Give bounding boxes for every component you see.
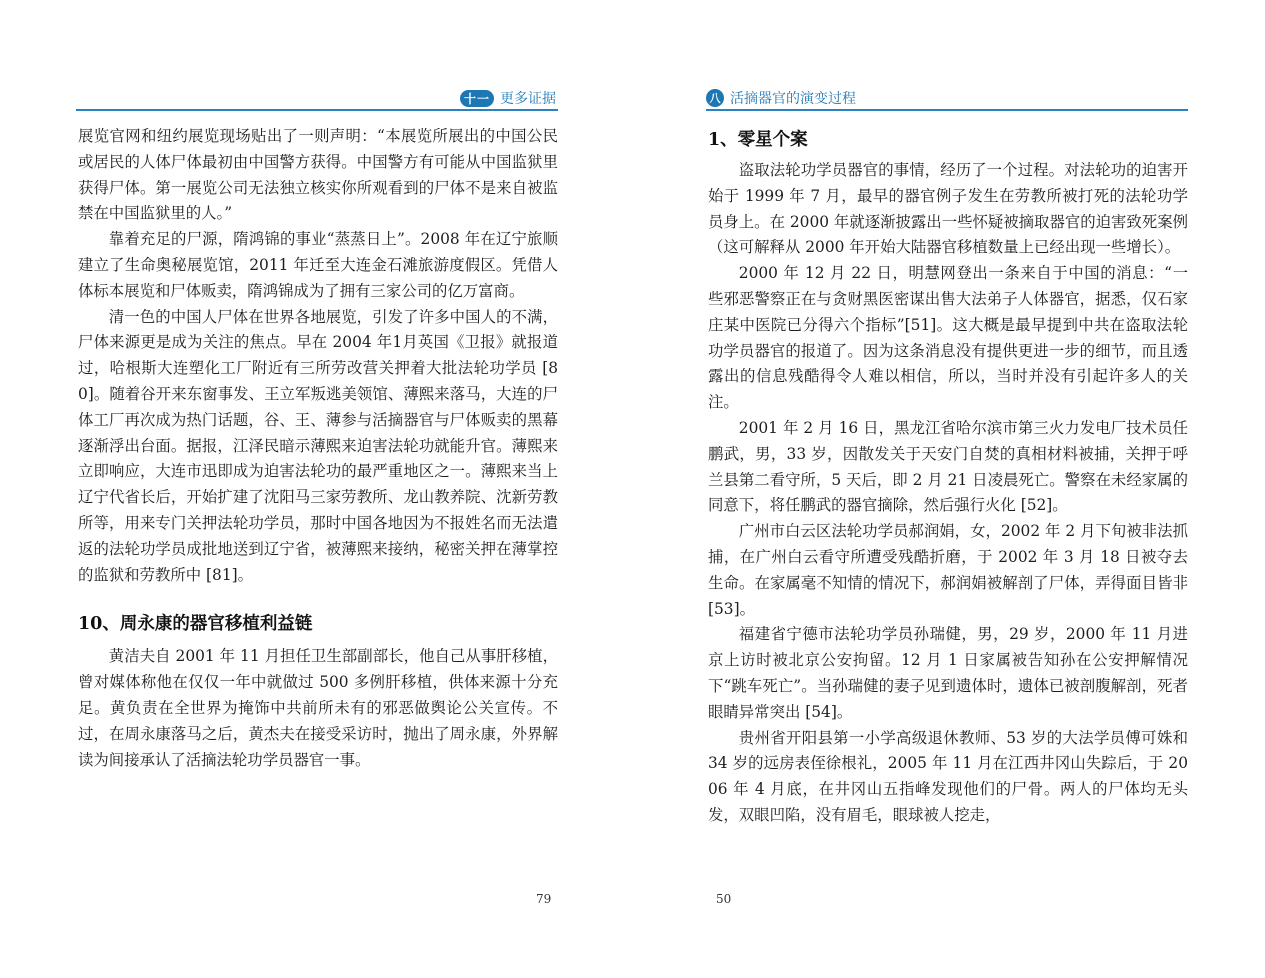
page-body [78, 124, 558, 773]
paragraph: 盗取法轮功学员器官的事情，经历了一个过程。对法轮功的迫害开始于 1999 年 7 月，最早的器官例子发生在劳教所被打死的法轮功学员身上。在 2000 年就逐渐披露出一些怀疑被摘取器官的迫害致死案例（这可解释从 2000 年开始大陆器官移植数量上已经出现一些增长）。 [708, 161, 1188, 257]
paragraph: 2001 年 2 月 16 日，黑龙江省哈尔滨市第三火力发电厂技术员任鹏武，男，33 岁，因散发关于天安门自焚的真相材料被捕，关押于呼兰县第二看守所，5 天后，即 2 月 21 日凌晨死亡。警察在未经家属的同意下，将任鹏武的器官摘除，然后强行火化 [52]。 [708, 418, 1188, 515]
left-page [0, 0, 632, 978]
paragraph: 福建省宁德市法轮功学员孙瑞健，男，29 岁，2000 年 11 月进京上访时被北京公安拘留。12 月 1 日家属被告知孙在公安押解情况下“跳车死亡”。当孙瑞健的妻子见到遗体时，遗体已被剖腹解剖，死者眼睛异常突出 [54]。 [708, 625, 1188, 721]
paragraph: 靠着充足的尸源，隋鸿锦的事业“蒸蒸日上”。2008 年在辽宁旅顺建立了生命奥秘展览馆，2011 年迁至大连金石滩旅游度假区。凭借人体标本展览和尸体贩卖，隋鸿锦成为了拥有三家公司的亿万富商。 [78, 230, 558, 300]
paragraph: 展览官网和纽约展览现场贴出了一则声明：“本展览所展出的中国公民或居民的人体尸体最初由中国警方获得。中国警方有可能从中国监狱里获得尸体。第一展览公司无法独立核实你所观看到的尸体不是来自被监禁在中国监狱里的人。” [78, 127, 558, 223]
chapter-title: 更多证据 [500, 91, 556, 107]
running-head [706, 86, 856, 110]
chapter-badge: 十一 [460, 90, 494, 107]
paragraph: 黄洁夫自 2001 年 11 月担任卫生部副部长，他自己从事肝移植，曾对媒体称他在仅仅一年中就做过 500 多例肝移植，供体来源十分充足。黄负责在全世界为掩饰中共前所未有的邪恶做舆论公关宣传。不过，在周永康落马之后，黄杰夫在接受采访时，抛出了周永康，外界解读为间接承认了活摘法轮功学员器官一事。 [78, 647, 558, 769]
page-number: 79 [536, 892, 552, 906]
header-rule [706, 109, 1188, 111]
header-rule [76, 109, 558, 111]
paragraph: 贵州省开阳县第一小学高级退休教师、53 岁的大法学员傅可姝和 34 岁的远房表侄徐根礼，2005 年 11 月在江西井冈山失踪后，于 2006 年 4 月底，在井冈山五指峰发现他们的尸骨。两人的尸体均无头发，双眼凹陷，没有眉毛，眼球被人挖走， [708, 728, 1188, 824]
paragraph: 清一色的中国人尸体在世界各地展览，引发了许多中国人的不满，尸体来源更是成为关注的焦点。早在 2004 年1月英国《卫报》就报道过，哈根斯大连塑化工厂附近有三所劳改营关押着大批法轮功学员 [80]。随着谷开来东窗事发、王立军叛逃美领馆、薄熙来落马，大连的尸体工厂再次成为热门话题，谷、王、薄参与活摘器官与尸体贩卖的黑幕逐渐浮出台面。据报，江泽民暗示薄熙来迫害法轮功就能升官。薄熙来立即响应，大连市迅即成为迫害法轮功的最严重地区之一。薄熙来当上辽宁代省长后，开始扩建了沈阳马三家劳教所、龙山教养院、沈新劳教所等，用来专门关押法轮功学员，那时中国各地因为不报姓名而无法遣返的法轮功学员成批地送到辽宁省，被薄熙来接纳，秘密关押在薄掌控的监狱和劳教所中 [81]。 [78, 307, 558, 584]
running-head [460, 86, 556, 110]
section-title: 10、周永康的器官移植利益链 [78, 614, 313, 635]
chapter-badge: 八 [706, 89, 724, 107]
section-title: 1、零星个案 [708, 130, 808, 150]
paragraph: 2000 年 12 月 22 日，明慧网登出一条来自于中国的消息：“一些邪恶警察正在与贪财黑医密谋出售大法弟子人体器官，据悉，仅石家庄某中医院已分得六个指标”[51]。这大概是最早提到中共在盗取法轮功学员器官的报道了。因为这条消息没有提供更进一步的细节，而且透露出的信息残酷得令人难以相信，所以，当时并没有引起许多人的关注。 [708, 264, 1188, 412]
paragraph: 广州市白云区法轮功学员郝润娟，女，2002 年 2 月下旬被非法抓捕，在广州白云看守所遭受残酷折磨，于 2002 年 3 月 18 日被夺去生命。在家属毫不知情的情况下，郝润娟被解剖了尸体，弄得面目皆非 [53]。 [708, 522, 1188, 618]
page-body [708, 124, 1188, 829]
right-page [632, 0, 1265, 978]
chapter-title: 活摘器官的演变过程 [730, 91, 856, 107]
page-number: 50 [716, 892, 732, 906]
